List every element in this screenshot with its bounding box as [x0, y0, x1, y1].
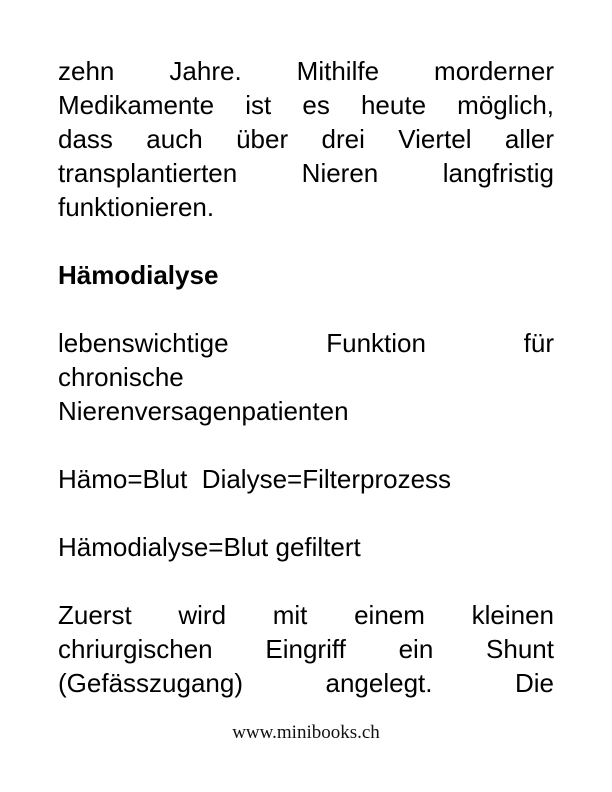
text-line: Hämodialyse=Blut gefiltert — [58, 532, 361, 562]
page-content — [58, 54, 554, 700]
section-heading: Hämodialyse — [58, 260, 219, 290]
text-line: Hämo=Blut Dialyse=Filterprozess — [58, 464, 452, 494]
text-line: Zuerst wird mit einem kleinen — [58, 600, 554, 630]
text-line: Nierenversagenpatienten — [58, 396, 349, 426]
text-line: funktionieren. — [58, 192, 215, 222]
text-line: (Gefässzugang) angelegt. Die — [58, 668, 554, 698]
text-line: chriurgischen Eingriff ein Shunt — [58, 634, 554, 664]
paragraph-shunt — [58, 598, 554, 700]
paragraph-filtered — [58, 530, 554, 564]
text-line: Medikamente ist es heute möglich, — [58, 90, 554, 120]
paragraph-definition — [58, 462, 554, 496]
footer-url: www.minibooks.ch — [232, 722, 380, 743]
paragraph-transplant — [58, 54, 554, 224]
text-line: transplantierten Nieren langfristig — [58, 158, 554, 188]
text-line: lebenswichtige Funktion für — [58, 328, 554, 358]
text-line: zehn Jahre. Mithilfe morderner — [58, 56, 554, 86]
paragraph-function — [58, 326, 554, 428]
text-line: dass auch über drei Viertel aller — [58, 124, 554, 154]
text-line: chronische — [58, 362, 184, 392]
